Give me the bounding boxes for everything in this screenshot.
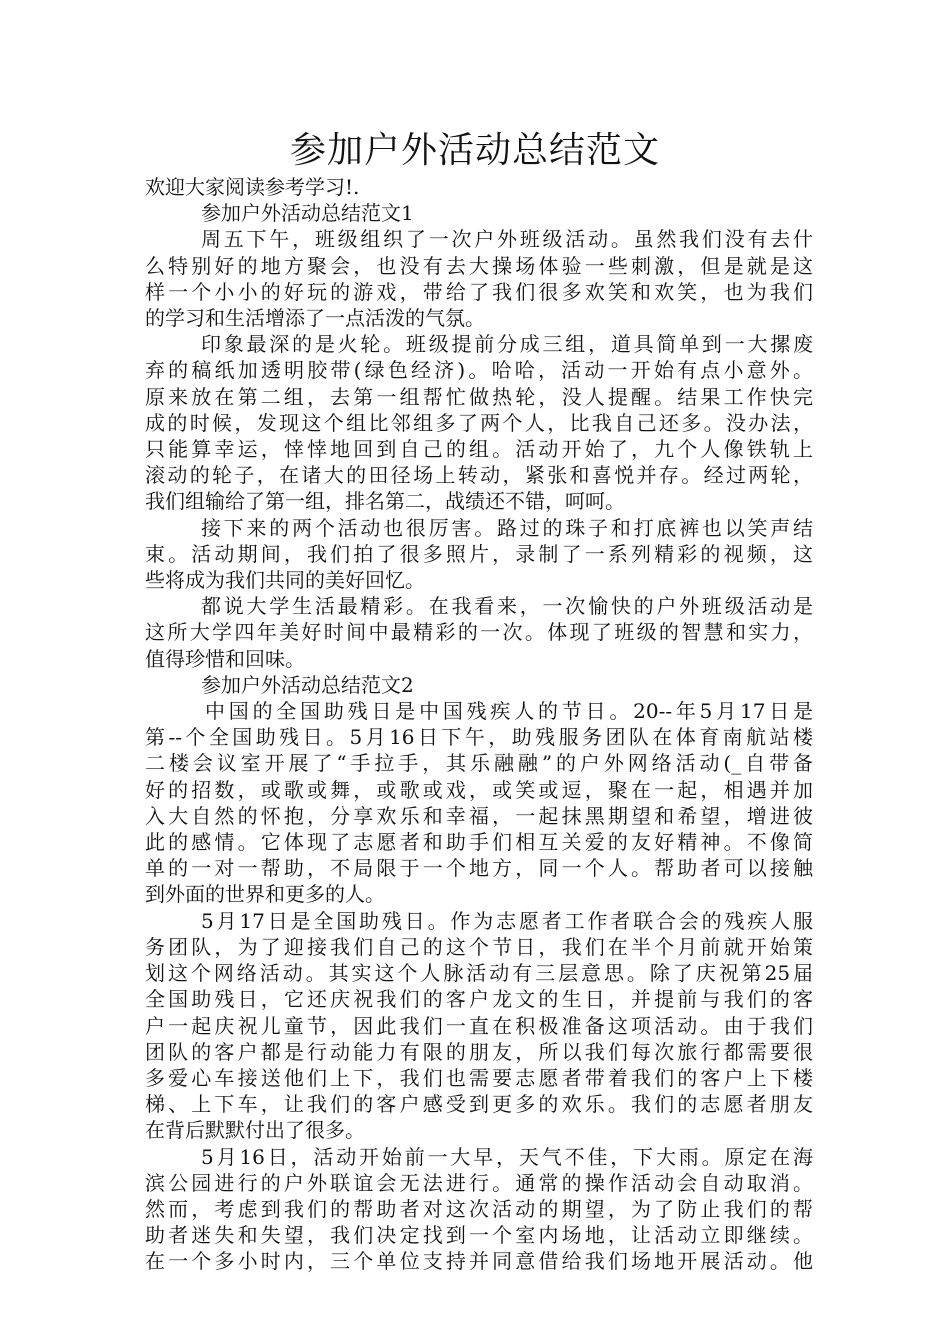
text-line: 这所大学四年美好时间中最精彩的一次。体现了班级的智慧和实力，	[145, 620, 813, 645]
text-line: 梯、上下车，让我们的客户感受到更多的欢乐。我们的志愿者朋友	[145, 1092, 813, 1117]
text-line: 团队的客户都是行动能力有限的朋友，所以我们每次旅行都需要很	[145, 1039, 813, 1064]
text-line: 中国的全国助残日是中国残疾人的节日。20--年5月17日是	[205, 699, 813, 724]
text-line: 二楼会议室开展了“手拉手，其乐融融”的户外网络活动(_自带备	[145, 751, 813, 776]
text-line: 成的时候，发现这个组比邻组多了两个人，比我自己还多。没办法，	[145, 410, 813, 435]
text-line: 入大自然的怀抱，分享欢乐和幸福，一起抹黑期望和希望，增进彼	[145, 803, 813, 828]
text-line: 全国助残日，它还庆祝我们的客户龙文的生日，并提前与我们的客	[145, 987, 813, 1012]
text-line: 好的招数，或歌或舞，或歌或戏，或笑或逗，聚在一起，相遇并加	[145, 777, 813, 802]
text-line: 第--个全国助残日。5月16日下午，助残服务团队在体育南航站楼	[145, 725, 813, 750]
text-line: 户一起庆祝儿童节，因此我们一直在积极准备这项活动。由于我们	[145, 1013, 813, 1038]
text-line: 此的感情。它体现了志愿者和助手们相互关爱的友好精神。不像简	[145, 830, 813, 855]
text-line: 划这个网络活动。其实这个人脉活动有三层意思。除了庆祝第25届	[145, 961, 813, 986]
text-line: 印象最深的是火轮。班级提前分成三组，道具简单到一大摞废	[201, 332, 813, 357]
text-line: 然而，考虑到我们的帮助者对这次活动的期望，为了防止我们的帮	[145, 1196, 813, 1221]
text-line: 参加户外活动总结范文2	[201, 672, 414, 697]
text-line: 都说大学生活最精彩。在我看来，一次愉快的户外班级活动是	[201, 594, 813, 619]
text-line: 只能算幸运，悻悻地回到自己的组。活动开始了，九个人像铁轨上	[145, 437, 813, 462]
text-line: 弃的稿纸加透明胶带(绿色经济)。哈哈，活动一开始有点小意外。	[145, 358, 813, 383]
text-line: 原来放在第二组，去第一组帮忙做热轮，没人提醒。结果工作快完	[145, 384, 813, 409]
text-line: 的学习和生活增添了一点活泼的气氛。	[145, 306, 485, 331]
text-line: 在一个多小时内，三个单位支持并同意借给我们场地开展活动。他	[145, 1249, 813, 1274]
text-line: 5月16日，活动开始前一大早，天气不佳，下大雨。原定在海	[201, 1144, 813, 1169]
text-line: 助者迷失和失望，我们决定找到一个室内场地，让活动立即继续。	[145, 1223, 813, 1248]
text-line: 样一个小小的好玩的游戏，带给了我们很多欢笑和欢笑，也为我们	[145, 279, 813, 304]
text-line: 参加户外活动总结范文1	[201, 201, 414, 226]
text-line: 欢迎大家阅读参考学习!.	[145, 175, 360, 199]
text-line: 束。活动期间，我们拍了很多照片，录制了一系列精彩的视频，这	[145, 541, 813, 566]
text-line: 接下来的两个活动也很厉害。路过的珠子和打底裤也以笑声结	[201, 515, 813, 540]
text-line: 滨公园进行的户外联谊会无法进行。通常的操作活动会自动取消。	[145, 1170, 813, 1195]
text-line: 么特别好的地方聚会，也没有去大操场体验一些刺激，但是就是这	[145, 253, 813, 278]
text-line: 我们组输给了第一组，排名第二，战绩还不错，呵呵。	[145, 489, 625, 514]
text-line: 些将成为我们共同的美好回忆。	[145, 568, 425, 593]
text-line: 周五下午，班级组织了一次户外班级活动。虽然我们没有去什	[201, 227, 813, 252]
document-title: 参加户外活动总结范文	[289, 130, 660, 171]
text-line: 多爱心车接送他们上下，我们也需要志愿者带着我们的客户上下楼	[145, 1065, 813, 1090]
text-line: 在背后默默付出了很多。	[145, 1118, 365, 1143]
document-body	[145, 174, 813, 1275]
text-line: 单的一对一帮助，不局限于一个地方，同一个人。帮助者可以接触	[145, 856, 813, 881]
text-line: 5月17日是全国助残日。作为志愿者工作者联合会的残疾人服	[201, 908, 813, 933]
text-line: 务团队，为了迎接我们自己的这个节日，我们在半个月前就开始策	[145, 934, 813, 959]
text-line: 到外面的世界和更多的人。	[145, 882, 385, 907]
text-line: 值得珍惜和回味。	[145, 646, 305, 671]
text-line: 滚动的轮子，在诸大的田径场上转动，紧张和喜悦并存。经过两轮，	[145, 463, 813, 488]
